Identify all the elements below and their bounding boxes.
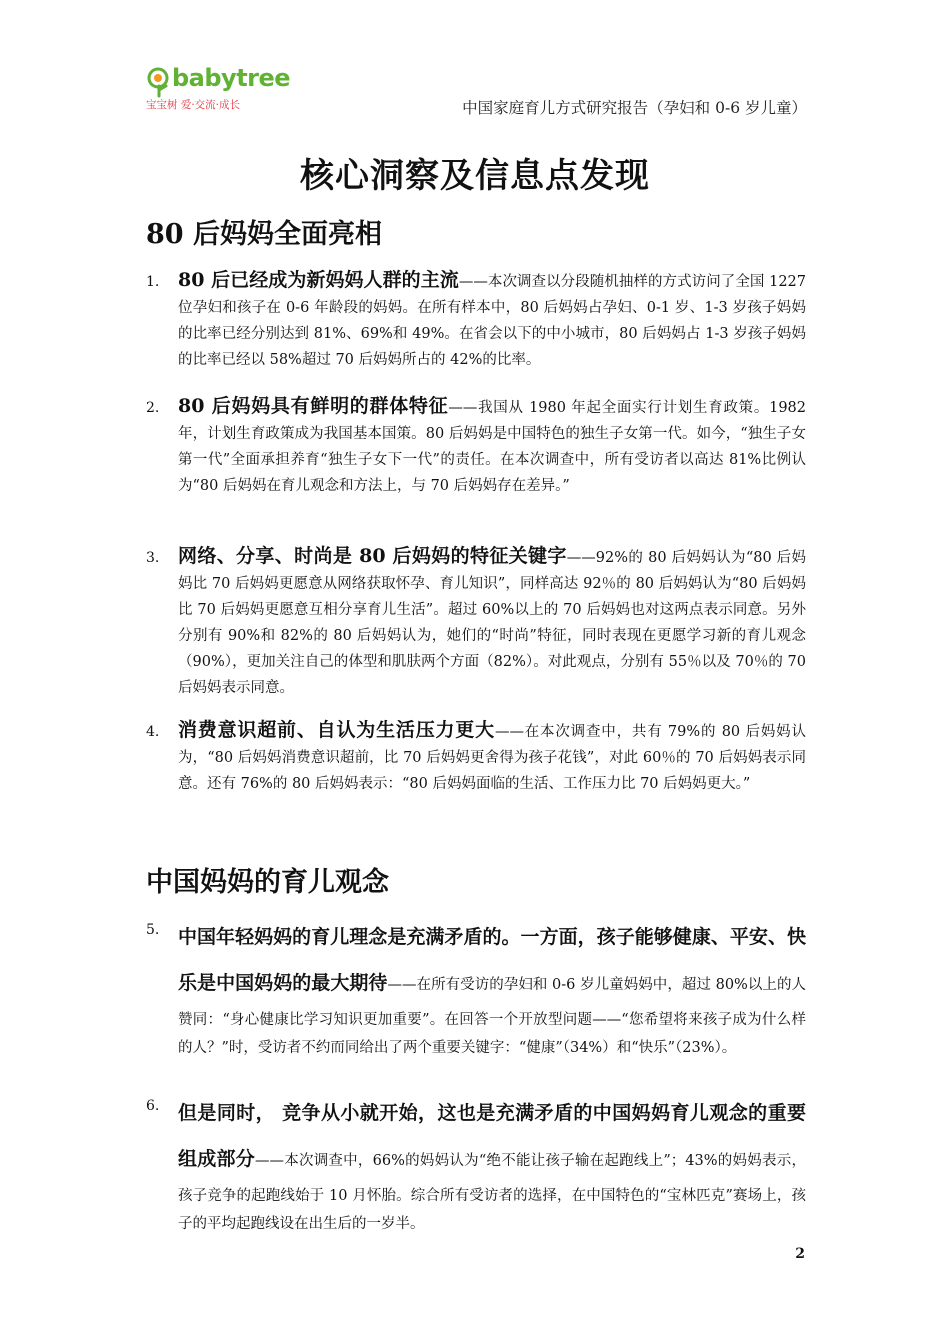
item-body: ——在本次调查中，共有 79%的 80 后妈妈认为，“80 后妈妈消费意识超前，比 70 后妈妈更舍得为孩子花钱”，对此 60％的 70 后妈妈表示同意。还有 76%的 80 后妈妈表示：“80 后妈妈面临的生活、工作压力比 70 后妈妈更大。” — [178, 724, 806, 792]
list-item-4 — [146, 716, 806, 797]
item-number: 6. — [146, 1098, 160, 1114]
item-number: 2. — [146, 400, 160, 416]
list-item-6 — [146, 1090, 806, 1238]
item-body: ——92%的 80 后妈妈认为“80 后妈妈比 70 后妈妈更愿意从网络获取怀孕、育儿知识”，同样高达 92％的 80 后妈妈认为“80 后妈妈比 70 后妈妈更愿意互相分享育儿生活”。超过 60%以上的 70 后妈妈也对这两点表示同意。另外分别有 90%和 82%的 80 后妈妈认为，她们的“时尚”特征，同时表现在更愿学习新的育儿观念（90%），更加关注自己的体型和肌肤两个方面（82%）。对此观点，分别有 55％以及 70％的 70 后妈妈表示同意。 — [178, 550, 807, 696]
item-number: 3. — [146, 550, 160, 566]
report-header-title: 中国家庭育儿方式研究报告（孕妇和 0-6 岁儿童） — [462, 99, 807, 117]
item-number: 1. — [146, 274, 160, 290]
item-body: ——本次调查中，66%的妈妈认为“绝不能让孩子输在起跑线上”；43%的妈妈表示，孩子竞争的起跑线始于 10 月怀胎。综合所有受访者的选择，在中国特色的“宝林匹克”赛场上，孩子的平均起跑线设在出生后的一岁半。 — [178, 1153, 806, 1232]
section-heading-parenting-views: 中国妈妈的育儿观念 — [146, 867, 389, 898]
list-item-2 — [146, 392, 806, 499]
section-heading-80s-moms: 80 后妈妈全面亮相 — [146, 219, 382, 250]
item-body: ——我国从 1980 年起全面实行计划生育政策。1982 年，计划生育政策成为我国基本国策。80 后妈妈是中国特色的独生子女第一代。如今，“独生子女第一代”全面承担养育“独生子女下一代”的责任。在本次调查中，所有受访者以高达 81%比例认为“80 后妈妈在育儿观念和方法上，与 70 后妈妈存在差异。” — [178, 400, 806, 494]
item-number: 5. — [146, 922, 160, 938]
item-number: 4. — [146, 724, 160, 740]
logo-wordmark: babytree — [172, 64, 291, 92]
item-headline: 网络、分享、时尚是 80 后妈妈的特征关键字 — [178, 545, 567, 567]
babytree-logo — [146, 64, 291, 116]
item-body: ——在所有受访的孕妇和 0-6 岁儿童妈妈中，超过 80%以上的人赞同：“身心健康比学习知识更加重要”。在回答一个开放型问题——“您希望将来孩子成为什么样的人？”时，受访者不约而同给出了两个重要关键字：“健康”（34%）和“快乐”（23%）。 — [178, 977, 806, 1056]
logo-tagline: 宝宝树 爱·交流·成长 — [146, 99, 241, 111]
page-title: 核心洞察及信息点发现 — [300, 156, 650, 196]
item-headline: 中国年轻妈妈的育儿理念是充满矛盾的。一方面，孩子能够健康、平安、快乐是中国妈妈的最大期待 — [178, 926, 806, 994]
item-headline: 80 后妈妈具有鲜明的群体特征 — [178, 395, 449, 417]
item-body: ——本次调查以分段随机抽样的方式访问了全国 1227 位孕妇和孩子在 0-6 年龄段的妈妈。在所有样本中，80 后妈妈占孕妇、0-1 岁、1-3 岁孩子妈妈的比率已经分别达到 81%、69%和 49%。在省会以下的中小城市，80 后妈妈占 1-3 岁孩子妈妈的比率已经以 58%超过 70 后妈妈所占的 42%的比率。 — [178, 274, 806, 368]
tree-logo-icon — [146, 66, 174, 98]
list-item-5 — [146, 914, 806, 1062]
list-item-3 — [146, 542, 806, 701]
item-headline: 但是同时， 竞争从小就开始，这也是充满矛盾的中国妈妈育儿观念的重要组成部分 — [178, 1102, 806, 1170]
item-headline: 消费意识超前、自认为生活压力更大 — [178, 719, 495, 741]
item-headline: 80 后已经成为新妈妈人群的主流 — [178, 269, 459, 291]
list-item-1 — [146, 266, 806, 373]
page-number: 2 — [795, 1246, 805, 1262]
